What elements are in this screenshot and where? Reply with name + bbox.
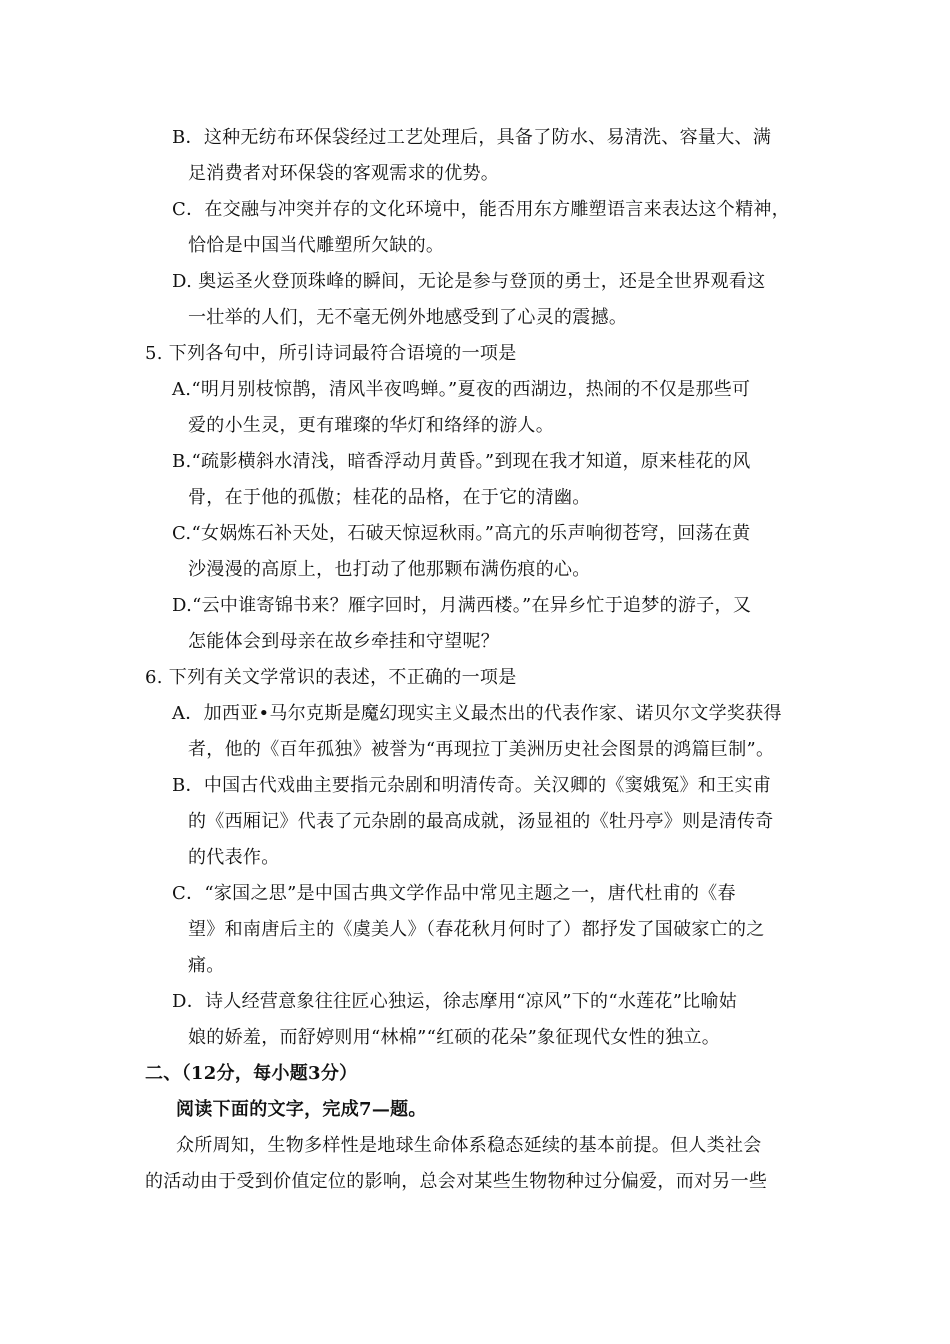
q5-option-a-line2: 爱的小生灵，更有璀璨的华灯和络绎的游人。 — [188, 415, 554, 436]
q5-option-c-line2: 沙漫漫的高原上，也打动了他那颗布满伤痕的心。 — [188, 559, 591, 580]
q6-option-b-line1: B．中国古代戏曲主要指元杂剧和明清传奇。关汉卿的《窦娥冤》和王实甫 — [172, 775, 772, 796]
q6-option-d-line1: D．诗人经营意象往往匠心独运，徐志摩用“凉风”下的“水莲花”比喻姑 — [172, 991, 738, 1012]
passage-line-1: 众所周知，生物多样性是地球生命体系稳态延续的基本前提。但人类社会 — [176, 1135, 762, 1156]
q4-option-b-line2: 足消费者对环保袋的客观需求的优势。 — [188, 163, 500, 184]
q4-option-c-line1: C．在交融与冲突并存的文化环境中，能否用东方雕塑语言来表达这个精神， — [172, 199, 790, 220]
q4-option-c-line2: 恰恰是中国当代雕塑所欠缺的。 — [188, 235, 445, 256]
q6-option-c-line1: C．“家国之思”是中国古典文学作品中常见主题之一，唐代杜甫的《春 — [172, 883, 736, 904]
passage-line-2: 的活动由于受到价值定位的影响，总会对某些生物物种过分偏爱，而对另一些 — [145, 1171, 768, 1192]
q4-option-d-line2: 一壮举的人们，无不毫无例外地感受到了心灵的震撼。 — [188, 307, 628, 328]
q6-option-a-line2: 者，他的《百年孤独》被誉为“再现拉丁美洲历史社会图景的鸿篇巨制”。 — [188, 739, 775, 760]
q5-option-b-line2: 骨，在于他的孤傲；桂花的品格，在于它的清幽。 — [188, 487, 591, 508]
q6-option-b-line3: 的代表作。 — [188, 847, 280, 868]
q6-option-d-line2: 娘的娇羞，而舒婷则用“林棉”“红硕的花朵”象征现代女性的独立。 — [188, 1027, 721, 1048]
q4-option-b-line1: B．这种无纺布环保袋经过工艺处理后，具备了防水、易清洗、容量大、满 — [172, 127, 772, 148]
q6-option-c-line3: 痛。 — [188, 955, 225, 976]
q4-option-d-line1: D. 奥运圣火登顶珠峰的瞬间，无论是参与登顶的勇士，还是全世界观看这 — [172, 271, 766, 292]
q6-stem: 6. 下列有关文学常识的表述，不正确的一项是 — [145, 667, 517, 688]
q5-option-b-line1: B.“疏影横斜水清浅，暗香浮动月黄昏。”到现在我才知道，原来桂花的风 — [172, 451, 751, 472]
q5-option-d-line1: D.“云中谁寄锦书来？雁字回时，月满西楼。”在异乡忙于追梦的游子，又 — [172, 595, 752, 616]
q5-stem: 5. 下列各句中，所引诗词最符合语境的一项是 — [145, 343, 517, 364]
section-2-heading: 二、（12分，每小题3分） — [145, 1063, 358, 1084]
q6-option-c-line2: 望》和南唐后主的《虞美人》（春花秋月何时了）都抒发了国破家亡的之 — [188, 919, 765, 940]
q6-option-b-line2: 的《西厢记》代表了元杂剧的最高成就，汤显祖的《牡丹亭》则是清传奇 — [188, 811, 774, 832]
section-2-instruction: 阅读下面的文字，完成7—题。 — [176, 1099, 427, 1120]
q5-option-c-line1: C.“女娲炼石补天处，石破天惊逗秋雨。”高亢的乐声响彻苍穹，回荡在黄 — [172, 523, 751, 544]
q5-option-a-line1: A.“明月别枝惊鹊，清风半夜鸣蝉。”夏夜的西湖边，热闹的不仅是那些可 — [172, 379, 751, 400]
q5-option-d-line2: 怎能体会到母亲在故乡牵挂和守望呢？ — [188, 631, 500, 652]
q6-option-a-line1: A．加西亚•马尔克斯是魔幻现实主义最杰出的代表作家、诺贝尔文学奖获得 — [172, 703, 782, 724]
